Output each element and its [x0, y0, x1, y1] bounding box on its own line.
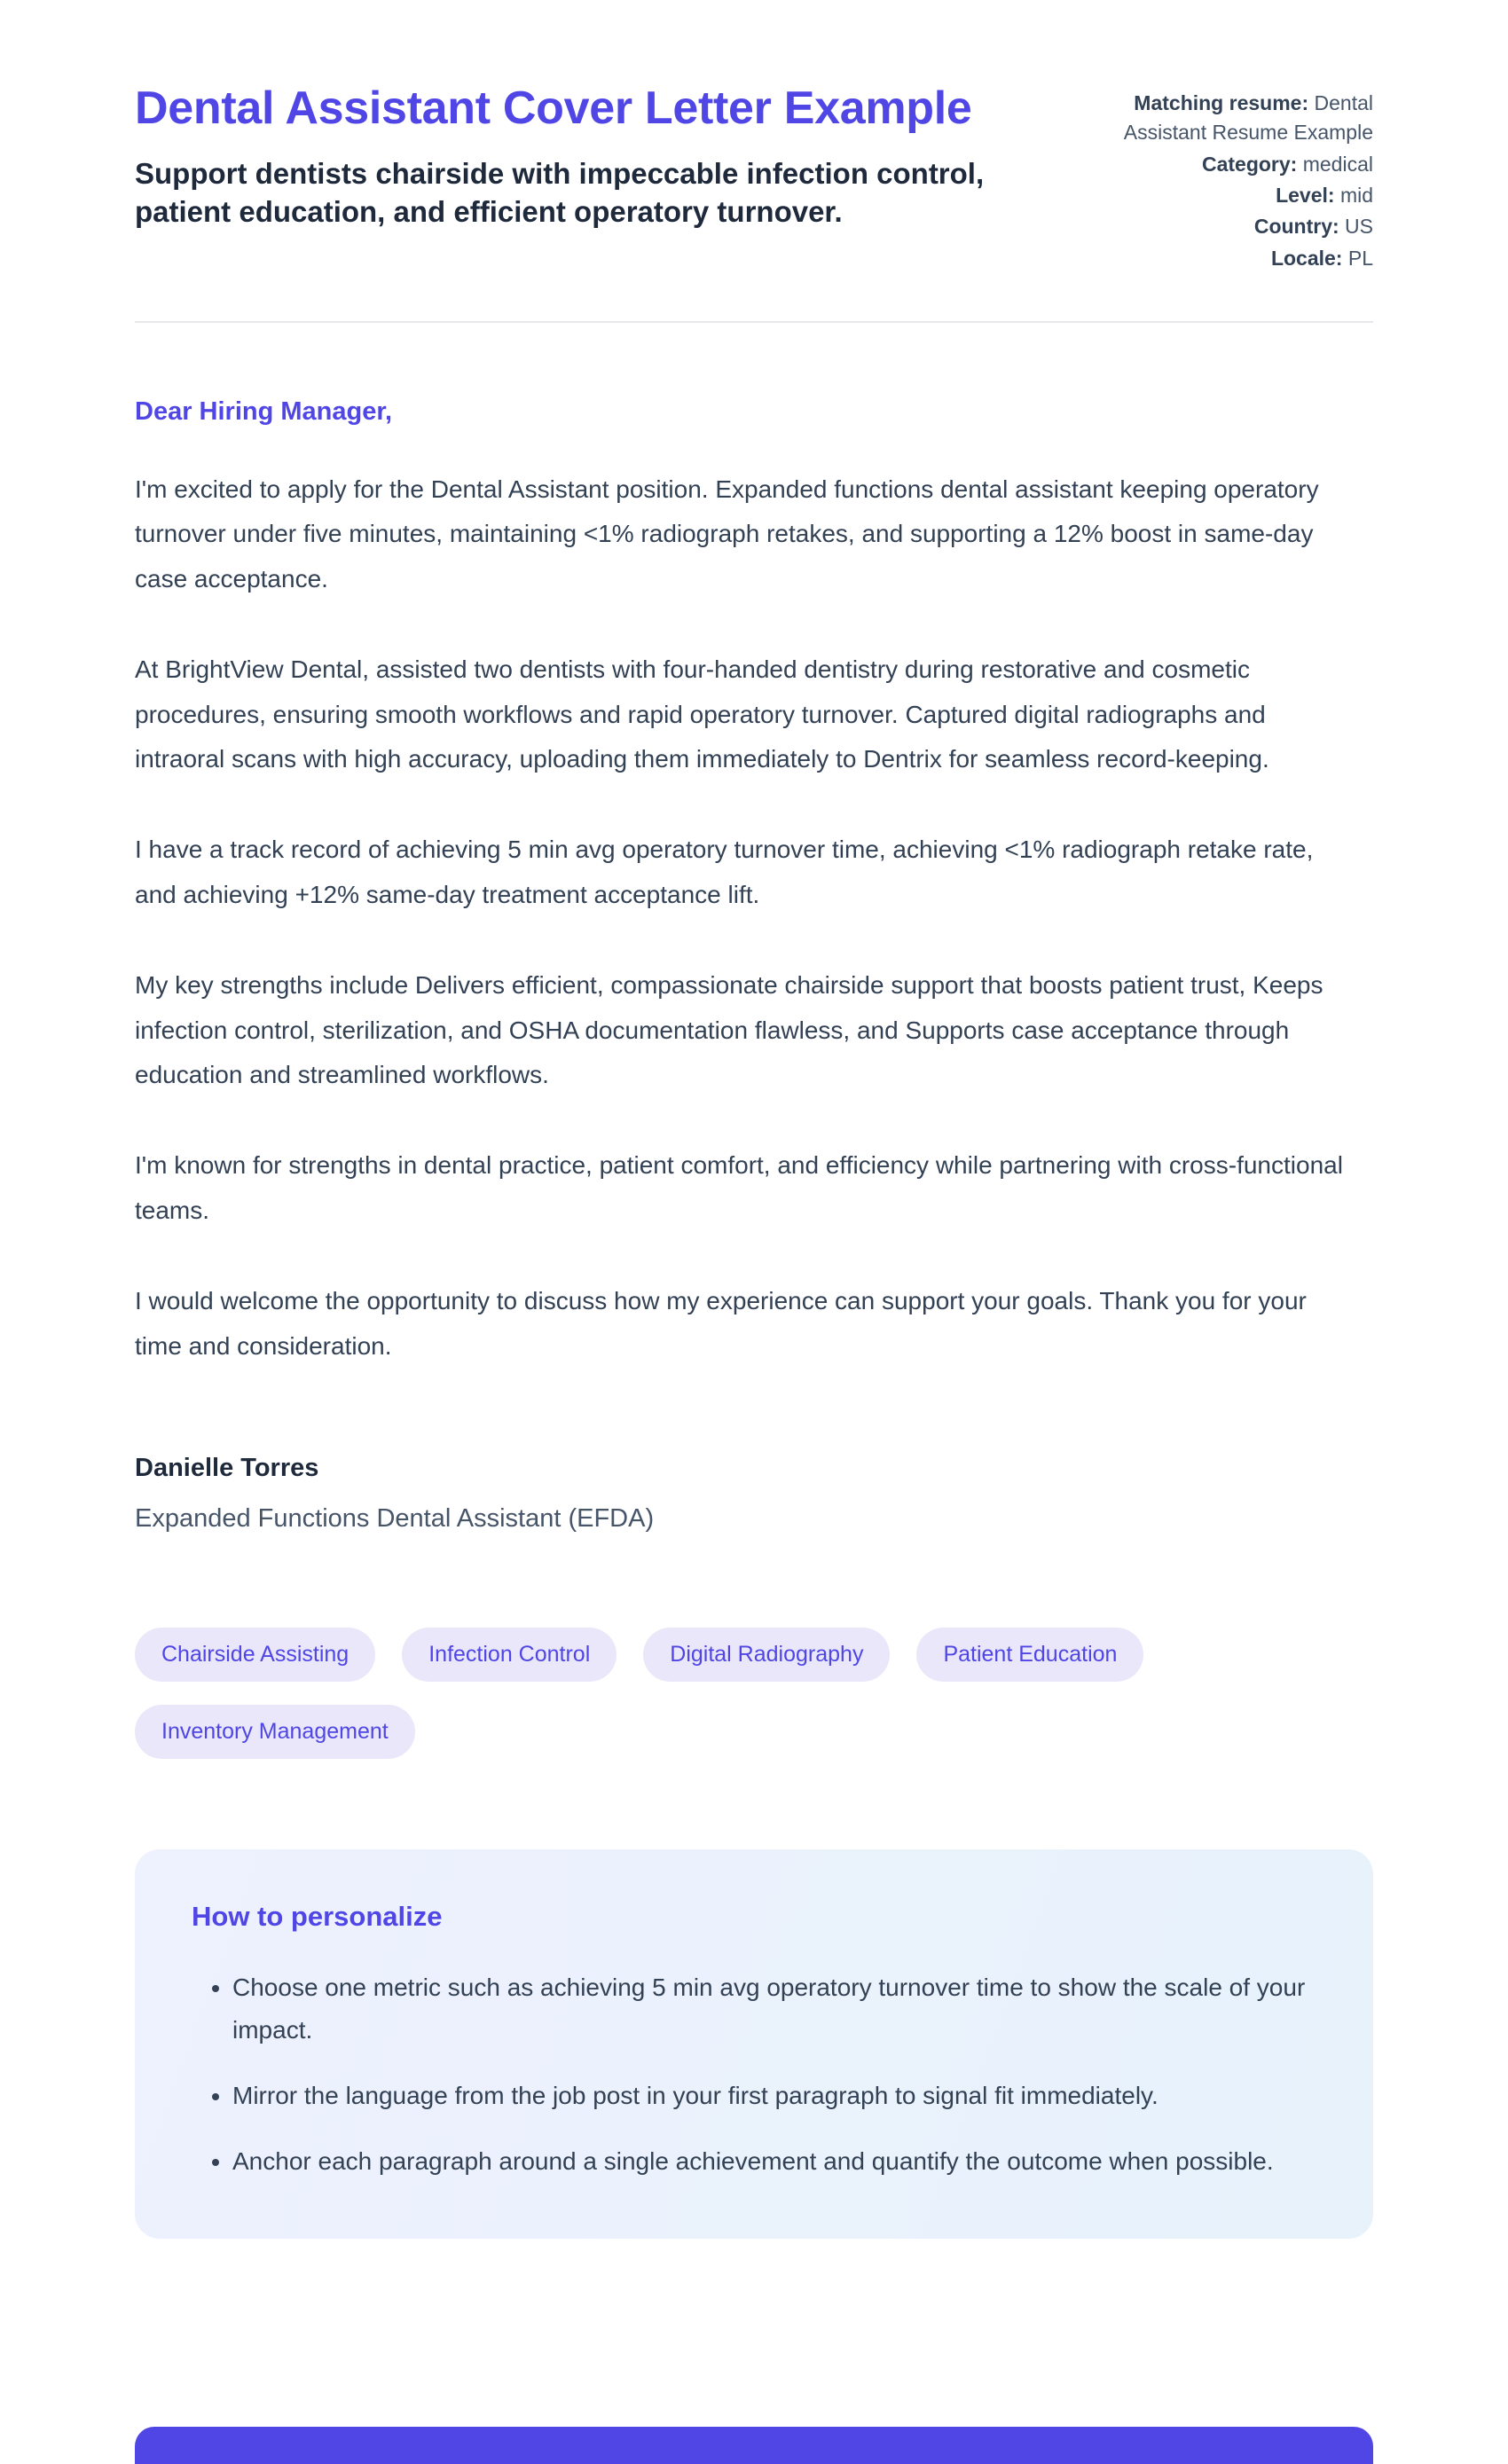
personalize-title: How to personalize	[192, 1900, 443, 1932]
letter-body	[135, 467, 1373, 1369]
meta-label-locale: Locale:	[1270, 246, 1343, 270]
letter-paragraph: I would welcome the opportunity to discuss how my experience can support your goals. Thank you for your time and consideration.	[135, 1287, 1307, 1360]
how-to-personalize-card	[135, 1849, 1373, 2239]
meta-value-level: mid	[1339, 184, 1373, 208]
letter-signature	[135, 1454, 1373, 1534]
meta-label-level: Level:	[1276, 184, 1335, 208]
skill-tag: Patient Education	[916, 1628, 1143, 1682]
letter-paragraph: At BrightView Dental, assisted two dentists with four-handed dentistry during restorative and cosmetic procedures, ensuring smooth workflows and rapid operatory turnover. Captured digital radiographs and intraoral scans with high accuracy, uploading them immediately to Dentrix for seamless record-keeping.	[135, 655, 1269, 773]
meta-value-category: medical	[1302, 152, 1373, 176]
page-header	[135, 82, 1373, 275]
meta-locale	[1096, 244, 1373, 273]
meta-level	[1096, 181, 1373, 210]
header-titles	[135, 82, 1054, 231]
letter-paragraph: My key strengths include Delivers efficient, compassionate chairside support that boosts patient trust, Keeps infection control, sterilization, and OSHA documentation flawless, and Supports case acceptance through education and streamlined workflows.	[135, 971, 1323, 1088]
meta-value-locale: PL	[1347, 246, 1373, 270]
meta-country	[1096, 212, 1373, 241]
meta-value-matching-resume: Dental Assistant Resume Example	[1123, 91, 1373, 145]
skill-tag: Infection Control	[402, 1628, 617, 1682]
personalize-list	[192, 1966, 1316, 2184]
signature-title: Expanded Functions Dental Assistant (EFDA)	[135, 1503, 655, 1533]
personalize-bullet: • Anchor each paragraph around a single achievement and quantify the outcome when possible.	[232, 2140, 1315, 2183]
letter-paragraph: I'm excited to apply for the Dental Assistant position. Expanded functions dental assistant keeping operatory turnover under five minutes, maintaining <1% radiograph retakes, and supporting a 12% boost in same-day case acceptance.	[135, 475, 1319, 592]
meta-label-country: Country:	[1253, 215, 1339, 239]
header-divider	[135, 321, 1373, 323]
meta-label-matching-resume: Matching resume:	[1134, 91, 1309, 114]
skill-tags	[135, 1628, 1373, 1759]
meta-matching-resume	[1096, 89, 1373, 148]
cover-letter-page	[135, 0, 1373, 2239]
skill-tag: Chairside Assisting	[135, 1628, 375, 1682]
letter-salutation: Dear Hiring Manager,	[135, 397, 393, 427]
personalize-bullet: • Choose one metric such as achieving 5 min avg operatory turnover time to show the scale of your impact.	[232, 1966, 1315, 2052]
meta-category	[1096, 150, 1373, 179]
letter-paragraph: I have a track record of achieving 5 min avg operatory turnover time, achieving <1% radiograph retake rate, and achieving +12% same-day treatment acceptance lift.	[135, 836, 1314, 908]
page-subtitle: Support dentists chairside with impeccable infection control, patient education, and efficient operatory turnover.	[135, 157, 985, 229]
footer-accent-bar	[135, 2427, 1373, 2464]
skill-tag: Digital Radiography	[643, 1628, 890, 1682]
resume-meta	[1096, 82, 1373, 275]
meta-value-country: US	[1345, 215, 1373, 239]
personalize-bullet: • Mirror the language from the job post in your first paragraph to signal fit immediately.	[232, 2075, 1315, 2117]
signature-name: Danielle Torres	[135, 1453, 319, 1482]
letter-paragraph: I'm known for strengths in dental practice, patient comfort, and efficiency while partnering with cross-functional teams.	[135, 1151, 1343, 1224]
meta-label-category: Category:	[1201, 152, 1298, 176]
page-title: Dental Assistant Cover Letter Example	[135, 82, 972, 134]
skill-tag: Inventory Management	[135, 1705, 415, 1759]
